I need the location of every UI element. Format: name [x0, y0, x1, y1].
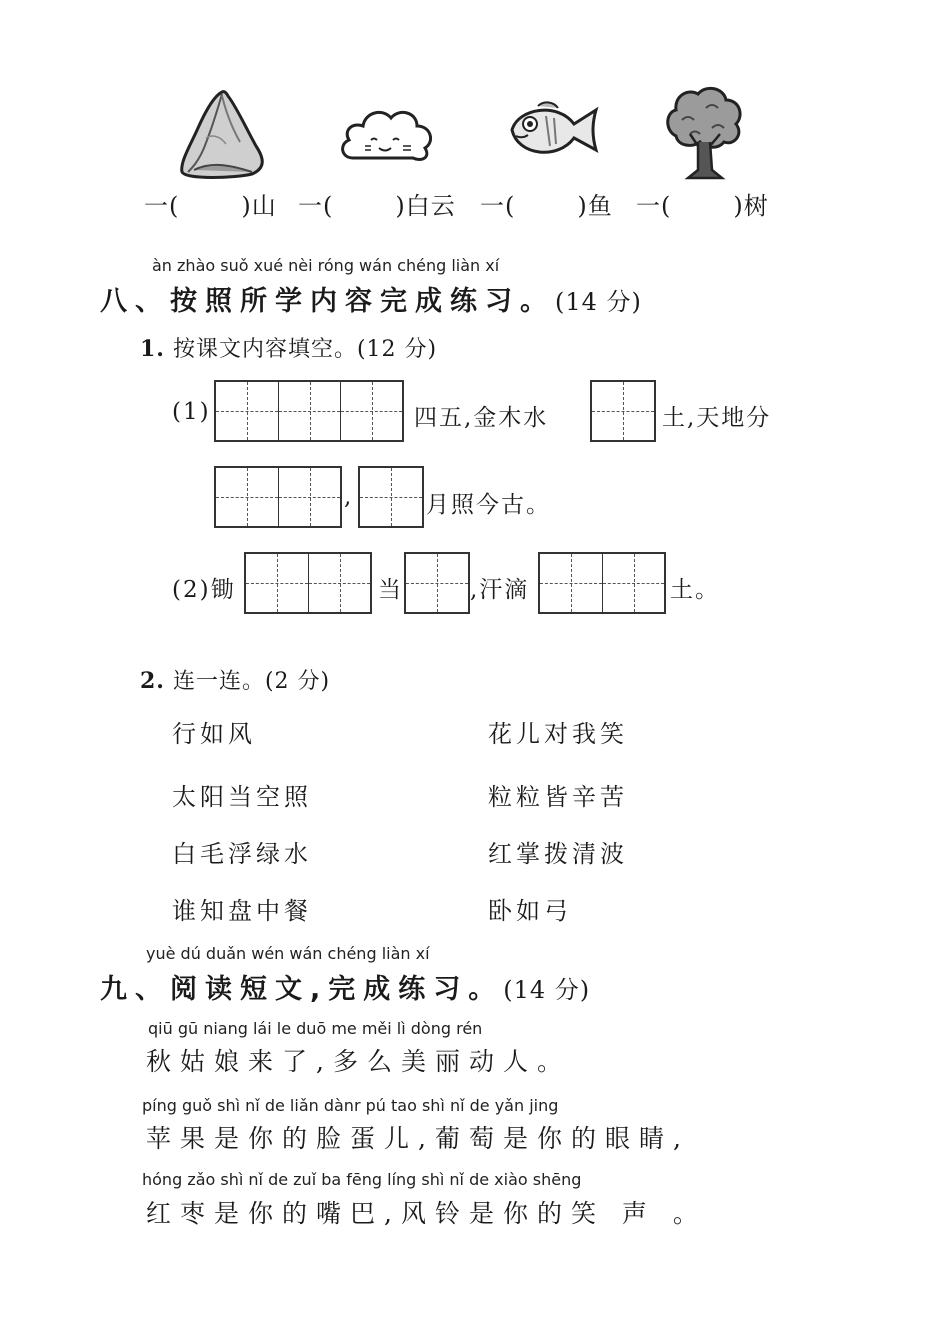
writing-cell[interactable] [216, 468, 278, 526]
match-left-item[interactable]: 行如风 [172, 720, 256, 748]
section9-score: (14 分) [503, 976, 591, 1004]
q1-line1-end: 土,天地分 [662, 405, 772, 431]
mountain-picture [176, 88, 266, 180]
q2-number: 2. [140, 668, 165, 694]
section9-title-text: 九、阅读短文,完成练习。 [100, 974, 504, 1005]
cloud-picture [337, 100, 437, 164]
writing-cell[interactable] [360, 468, 422, 526]
blank-suffix: )白云 [395, 192, 456, 220]
tree-picture [662, 84, 746, 180]
blank-prefix: 一( [144, 192, 180, 220]
match-right-item[interactable]: 花儿对我笑 [488, 720, 628, 748]
q1-line3-label: (2)锄 [172, 577, 236, 603]
blank-prefix: 一( [636, 192, 672, 220]
section8-title [100, 279, 642, 318]
match-left-item[interactable]: 谁知盘中餐 [172, 897, 312, 925]
writing-cell[interactable] [340, 382, 402, 440]
writing-grid-2[interactable] [214, 466, 342, 528]
writing-cell[interactable] [278, 468, 340, 526]
reading-pinyin-line: píng guǒ shì nǐ de liǎn dànr pú tao shì nǐ de yǎn jing [142, 1096, 559, 1115]
section9-title [100, 967, 590, 1006]
writing-grid-4[interactable] [214, 380, 404, 442]
match-right-item[interactable]: 粒粒皆辛苦 [488, 783, 628, 811]
reading-pinyin-line: qiū gū niang lái le duō me měi lì dòng rén [148, 1019, 483, 1038]
writing-cell[interactable] [246, 554, 308, 612]
q1-line2-end: 月照今古。 [426, 492, 551, 518]
blank-suffix: )树 [733, 192, 769, 220]
writing-grid-1[interactable] [404, 552, 470, 614]
q2-title [140, 664, 330, 695]
reading-text-line: 红枣是你的嘴巴,风铃是你的笑 声 。 [146, 1199, 707, 1228]
blank-suffix: )鱼 [577, 192, 613, 220]
q1-title-text: 按课文内容填空。(12 分) [172, 337, 438, 362]
reading-text-line: 秋姑娘来了,多么美丽动人。 [146, 1047, 571, 1076]
q1-line3-mid2: ,汗滴 [470, 577, 530, 603]
reading-pinyin-line: hóng zǎo shì nǐ de zuǐ ba fēng líng shì nǐ de xiào shēng [142, 1170, 582, 1189]
section8-pinyin: àn zhào suǒ xué nèi róng wán chéng liàn xí [152, 256, 500, 275]
writing-cell[interactable] [540, 554, 602, 612]
writing-cell[interactable] [308, 554, 370, 612]
blank-prefix: 一( [298, 192, 334, 220]
writing-grid-1[interactable] [590, 380, 656, 442]
writing-grid-2[interactable] [538, 552, 666, 614]
reading-text-line: 苹果是你的脸蛋儿,葡萄是你的眼睛, [146, 1124, 690, 1153]
writing-cell[interactable] [216, 382, 278, 440]
match-right-item[interactable]: 红掌拨清波 [488, 840, 628, 868]
writing-cell[interactable] [592, 382, 654, 440]
q2-title-text: 连一连。(2 分) [172, 669, 331, 694]
writing-cell[interactable] [278, 382, 340, 440]
fish-picture [508, 100, 600, 164]
writing-cell[interactable] [602, 554, 664, 612]
blank-prefix: 一( [480, 192, 516, 220]
section9-pinyin: yuè dú duǎn wén wán chéng liàn xí [146, 944, 430, 963]
q1-line2-sep: , [344, 484, 354, 510]
match-left-item[interactable]: 太阳当空照 [172, 783, 312, 811]
q1-line1-label: (1) [172, 399, 211, 425]
match-right-item[interactable]: 卧如弓 [488, 897, 572, 925]
q1-line3-end: 土。 [670, 577, 720, 603]
writing-grid-2[interactable] [244, 552, 372, 614]
writing-cell[interactable] [406, 554, 468, 612]
q1-number: 1. [140, 336, 165, 362]
section8-score: (14 分) [555, 288, 642, 316]
blank-suffix: )山 [241, 192, 277, 220]
q1-line3-mid: 当 [378, 577, 403, 603]
q1-title [140, 332, 437, 363]
q1-line1-mid: 四五,金木水 [414, 405, 549, 431]
writing-grid-1[interactable] [358, 466, 424, 528]
match-left-item[interactable]: 白毛浮绿水 [172, 840, 312, 868]
section8-title-text: 八、按照所学内容完成练习。 [100, 286, 555, 317]
